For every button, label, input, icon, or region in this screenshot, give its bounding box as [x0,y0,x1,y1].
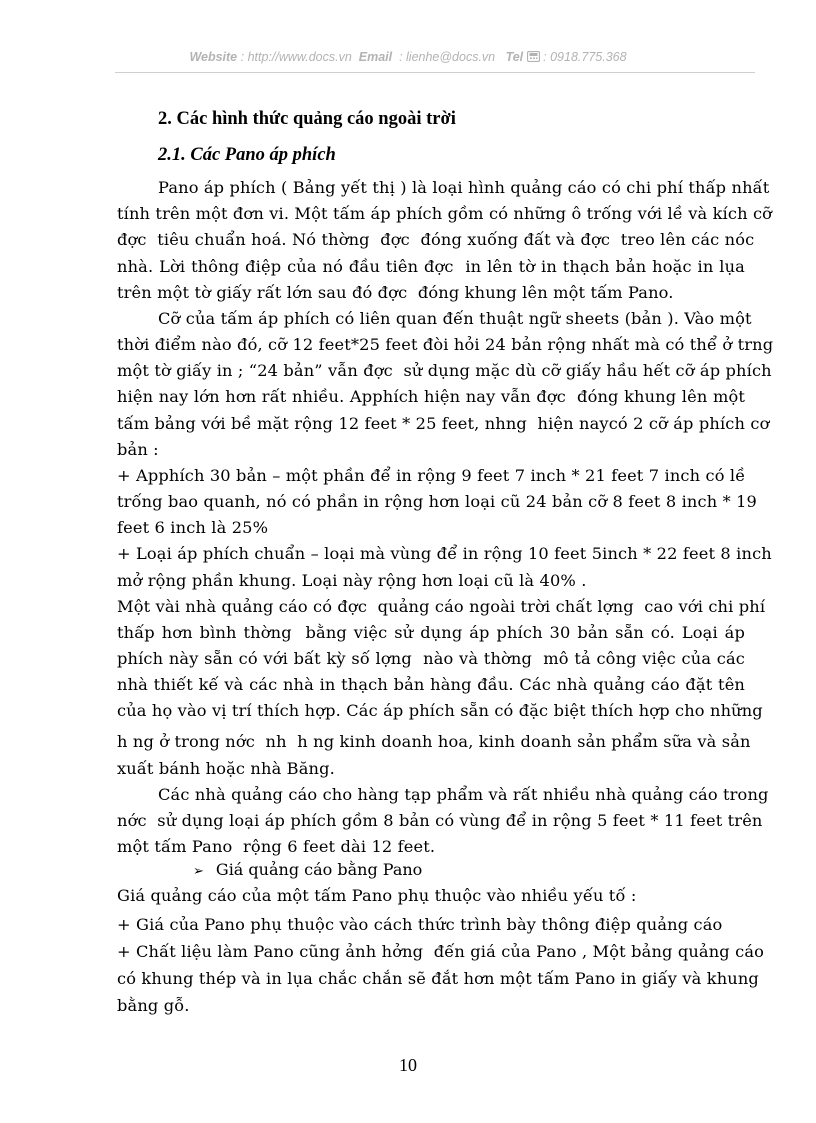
header-divider [115,72,755,73]
website-value[interactable]: : http://www.docs.vn [240,50,352,64]
text-line: trống bao quanh, nó có phần in rộng hơn loại cũ 24 bản cỡ 8 feet 8 inch * 19 [117,492,758,511]
text-line: một tờ giấy in ; “24 bản” vẫn đợc sử dụng mặc dù cỡ giấy hầu hết cỡ áp phích [117,361,772,380]
text-line: + Giá của Pano phụ thuộc vào cách thức trình bày thông điệp quảng cáo [117,915,723,934]
website-label: Website [189,50,238,64]
tel-value: : 0918.775.368 [543,50,627,64]
text-line: + Loại áp phích chuẩn – loại mà vùng để in rộng 10 feet 5inch * 22 feet 8 inch [117,544,772,563]
text-line: Cỡ của tấm áp phích có liên quan đến thuật ngữ sheets (bản ). Vào một [158,309,752,328]
text-line: nớc sử dụng loại áp phích gồm 8 bản có vùng để in rộng 5 feet * 11 feet trên [117,811,763,830]
text-line: xuất bánh hoặc nhà Băng. [117,759,335,778]
text-line: Giá quảng cáo của một tấm Pano phụ thuộc vào nhiều yếu tố : [117,886,637,905]
text-line: một tấm Pano rộng 6 feet dài 12 feet. [117,837,436,856]
text-line: có khung thép và in lụa chắc chắn sẽ đắt hơn một tấm Pano in giấy và khung [117,969,759,988]
phone-icon [527,50,543,64]
text-line: tấm bảng với bề mặt rộng 12 feet * 25 feet, nhng hiện naycó 2 cỡ áp phích cơ [117,414,770,433]
text-line: của họ vào vị trí thích hợp. Các áp phích sẵn có đặc biệt thích hợp cho những [117,701,763,720]
subsection-heading: 2.1. Các Pano áp phích [158,145,336,165]
text-line: trên một tờ giấy rất lớn sau đó đợc đóng khung lên một tấm Pano. [117,283,674,302]
text-line: bản : [117,440,159,459]
text-line: nhà thiết kế và các nhà in thạch bản hàng đầu. Các nhà quảng cáo đặt tên [117,675,745,694]
page-header [0,50,816,64]
section-heading: 2. Các hình thức quảng cáo ngoài trời [158,109,456,129]
tel-label: Tel [505,50,524,64]
text-line: + Chất liệu làm Pano cũng ảnh hởng đến giá của Pano , Một bảng quảng cáo [117,942,765,961]
text-line: h ng ở trong nớc nh h ng kinh doanh hoa, kinh doanh sản phẩm sữa và sản [117,732,751,751]
text-line: Pano áp phích ( Bảng yết thị ) là loại hình quảng cáo có chi phí thấp nhất [158,178,770,197]
arrow-bullet-icon: ➢ [193,864,204,879]
text-line: hiện nay lớn hơn rất nhiều. Apphích hiện nay vẫn đợc đóng khung lên một [117,387,745,406]
text-line: Một vài nhà quảng cáo có đợc quảng cáo ngoài trời chất lợng cao với chi phí [117,597,766,616]
bullet-heading [193,860,422,879]
text-line: nhà. Lời thông điệp của nó đầu tiên đợc in lên tờ in thạch bản hoặc in lụa [117,257,745,276]
text-line: + Apphích 30 bản – một phần để in rộng 9 feet 7 inch * 21 feet 7 inch có lề [117,466,746,485]
text-line: bằng gỗ. [117,996,190,1015]
text-line: tính trên một đơn vi. Một tấm áp phích gồm có những ô trống với lề và kích cỡ [117,204,773,223]
text-line: Các nhà quảng cáo cho hàng tạp phẩm và rất nhiều nhà quảng cáo trong [158,785,769,804]
text-line: thời điểm nào đó, cỡ 12 feet*25 feet đòi hỏi 24 bản rộng nhất mà có thể ở trng [117,335,774,354]
email-value[interactable]: : lienhe@docs.vn [399,50,496,64]
text-line: thấp hơn bình thờng bằng việc sử dụng áp phích 30 bản sẵn có. Loại áp [117,623,745,642]
page-number: 10 [399,1055,417,1075]
text-line: đợc tiêu chuẩn hoá. Nó thờng đợc đóng xuống đất và đợc treo lên các nóc [117,230,755,249]
bullet-heading-text: Giá quảng cáo bằng Pano [215,860,423,879]
text-line: feet 6 inch là 25% [117,518,269,537]
email-label: Email [358,50,393,64]
text-line: mở rộng phần khung. Loại này rộng hơn loại cũ là 40% . [117,571,587,590]
text-line: phích này sẵn có với bất kỳ số lợng nào và thờng mô tả công việc của các [117,649,745,668]
